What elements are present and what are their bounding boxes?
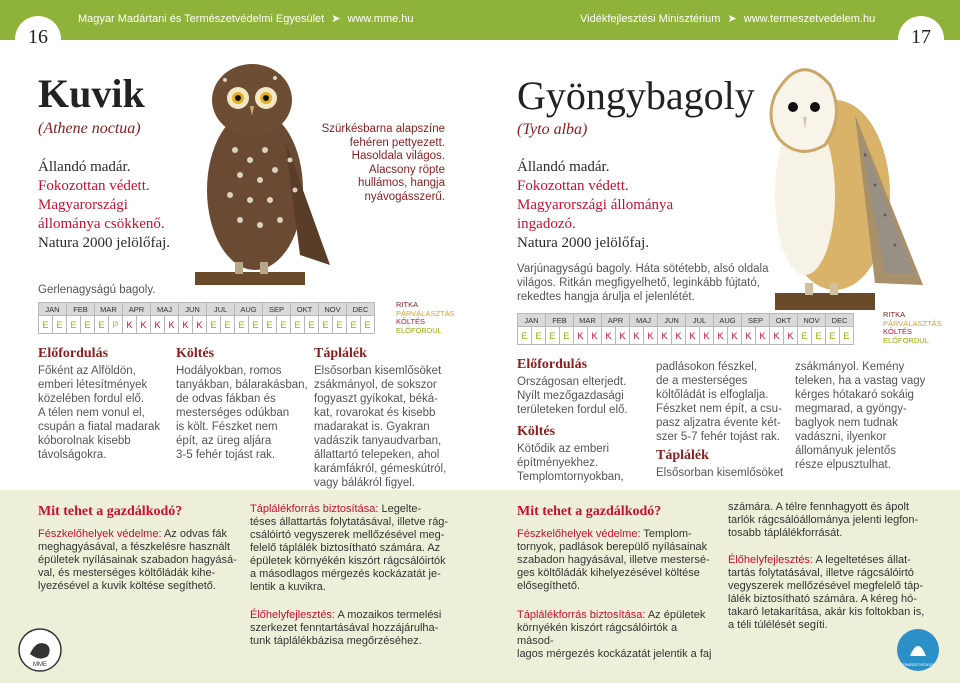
left-advice-p2: Táplálékforrás biztosítása: Legelte- téses állattartás folytatásával, illetve rág- csálóirtó vegyszerek mellőzésével meg- felelő táplálék biztosítható számára. Az épületek környékén kiszórt rágcsálóirtók a másodlagos mérgezés kockázatát je- lentik a kuvikra. bbox=[250, 503, 449, 593]
termeszetvedelem-logo bbox=[896, 628, 940, 672]
gyongybagoly-calendar-month-jul: JUL bbox=[686, 314, 714, 327]
kuvik-calendar-code-cell: E bbox=[221, 316, 235, 334]
gyongybagoly-koltes-line: építményekhez. bbox=[517, 457, 599, 469]
gyongybagoly-title: Gyöngybagoly bbox=[517, 73, 755, 118]
gyongybagoly-koltes-line: költőládát is elfoglalja. bbox=[656, 389, 769, 401]
gyongybagoly-calendar-code-cell: E bbox=[812, 327, 826, 345]
right-advice-line: lagos mérgezés kockázatát jelentik a faj bbox=[517, 648, 712, 660]
right-advice-line: tornyok, padlások berepülő nyílásainak bbox=[517, 541, 708, 553]
owl-facial-disc bbox=[771, 70, 836, 152]
left-org-header: Magyar Madártani és Természetvédelmi Egyesület ➤ www.mme.hu bbox=[78, 13, 414, 25]
gyongybagoly-calendar-month-jan: JAN bbox=[518, 314, 546, 327]
right-advice-p2: Táplálékforrás biztosítása: Az épületek környékén kiszórt rágcsálóirtók a másod- lagos mérgezés kockázatát jelentik a faj bbox=[517, 609, 712, 660]
kuvik-calendar-code-cell: E bbox=[361, 316, 375, 334]
gyongybagoly-elofordulas-line: Nyílt mezőgazdasági bbox=[517, 390, 624, 402]
kuvik-koltes-line: épít, az üreg aljára bbox=[176, 435, 272, 447]
gyongybagoly-calendar-month-mar: MAR bbox=[574, 314, 602, 327]
gyongybagoly-calendar-code-cell: K bbox=[714, 327, 728, 345]
kuvik-calendar-code-cell: E bbox=[81, 316, 95, 334]
gyongybagoly-taplalek-line: része elpusztulhat. bbox=[795, 459, 891, 471]
left-advice-line: épületek környékén kiszórt rágcsálóirtók bbox=[250, 555, 446, 567]
kuvik-calendar-code-cell: K bbox=[179, 316, 193, 334]
kuvik-elofordulas: Előfordulás Főként az Alföldön, emberi létesítmények közelében fordul elő. A télen nem vonul el, csupán a fiatal madarak kóborolnak kisebb távolságokra. bbox=[38, 346, 168, 462]
kuvik-calendar-code-cell: K bbox=[137, 316, 151, 334]
left-advice-line: szerkezet fenntartásával hozzájárulha- bbox=[250, 622, 439, 634]
gyongybagoly-calendar-code-cell: E bbox=[546, 327, 560, 345]
left-advice-line: lyezésével a kuvik költése segíthető. bbox=[38, 580, 216, 592]
right-advice-line: A legeltetéses állat- bbox=[815, 554, 911, 566]
right-advice-line: elősegíthető. bbox=[517, 580, 580, 592]
gyongybagoly-calendar bbox=[517, 313, 854, 345]
gyongybagoly-calendar-code-cell: E bbox=[840, 327, 854, 345]
left-advice-line: A mozaikos termelési bbox=[337, 609, 442, 621]
gyongybagoly-taplalek-line: állományuk jelentős bbox=[795, 445, 897, 457]
kuvik-koltes-line: de odvas fákban és bbox=[176, 393, 276, 405]
kuvik-calendar-code-cell: E bbox=[39, 316, 53, 334]
right-advice-p4: Élőhelyfejlesztés: A legeltetéses állat- tartás folytatásával, illetve rágcsálóirtó vegyszerek mellőzésével megfelelő táp- lálék biztosítható számára. A kéreg hó- takaró letakarítása, akár kis foltokban is, a téli túlélését segíti. bbox=[728, 554, 925, 631]
gyongybagoly-calendar-month-nov: NOV bbox=[798, 314, 826, 327]
gyongybagoly-calendar-code-cell: E bbox=[560, 327, 574, 345]
gyongybagoly-calendar-legend: RITKA PÁRVÁLASZTÁS KÖLTÉS ELŐFORDUL bbox=[883, 310, 942, 345]
kuvik-koltes-line: mesterséges odúkban bbox=[176, 407, 290, 419]
left-advice-line: tunk táplálékbázisa megőrzéséhez. bbox=[250, 635, 422, 647]
gyongybagoly-taplalek-line: megmarad, a gyöngy- bbox=[795, 403, 907, 415]
kuvik-size: Gerlenagyságú bagoly. bbox=[38, 284, 156, 296]
gyongybagoly-taplalek-continued bbox=[795, 360, 935, 472]
gyongybagoly-calendar-code-cell: K bbox=[770, 327, 784, 345]
left-advice-line: téses állattartás folytatásával, illetve rág- bbox=[250, 516, 449, 528]
kuvik-status: Állandó madár. Fokozottan védett. Magyarországi állománya csökkenő. Natura 2000 jelölőfaj. bbox=[38, 159, 171, 251]
left-advice-line: val, és mesterséges költőládák kihe- bbox=[38, 567, 216, 579]
right-advice-line: a téli túlélését segíti. bbox=[728, 619, 828, 631]
right-advice-line: tarlók rágcsálóállománya jelenti legfon- bbox=[728, 514, 919, 526]
gyongybagoly-taplalek-line: kérges hótakaró sokáig bbox=[795, 389, 914, 401]
gyongybagoly-calendar-code-cell: K bbox=[616, 327, 630, 345]
right-org-header: Vidékfejlesztési Minisztérium ➤ www.termeszetvedelem.hu bbox=[580, 13, 876, 25]
kuvik-taplalek-line: karámfákról, gémeskútról, bbox=[314, 463, 447, 475]
gyongybagoly-calendar-code-cell: K bbox=[700, 327, 714, 345]
kuvik-taplalek-line: vagy bálákról figyel. bbox=[314, 477, 415, 489]
gyongybagoly-taplalek-line: vadászni, ilyenkor bbox=[795, 431, 887, 443]
mme-logo bbox=[18, 628, 62, 672]
gyongybagoly-koltes-line: de a mesterséges bbox=[656, 375, 748, 387]
kuvik-calendar-month-aug: AUG bbox=[235, 303, 263, 316]
gyongybagoly-calendar-code-cell: E bbox=[532, 327, 546, 345]
gyongybagoly-koltes-continued bbox=[656, 360, 796, 444]
kuvik-calendar-month-jun: JUN bbox=[179, 303, 207, 316]
gyongybagoly-calendar-code-cell: K bbox=[728, 327, 742, 345]
left-page-number: 16 bbox=[28, 26, 48, 48]
gyongybagoly-calendar-code-cell: K bbox=[686, 327, 700, 345]
kuvik-elofordulas-line: Főként az Alföldön, bbox=[38, 365, 136, 377]
kuvik-calendar-month-apr: APR bbox=[123, 303, 151, 316]
kuvik-calendar-month-nov: NOV bbox=[319, 303, 347, 316]
right-advice-p3 bbox=[728, 501, 928, 540]
kuvik-calendar-code-cell: E bbox=[207, 316, 221, 334]
right-advice-title: Mit tehet a gazdálkodó? bbox=[517, 504, 662, 519]
kuvik-calendar-code-cell: E bbox=[347, 316, 361, 334]
left-advice-title: Mit tehet a gazdálkodó? bbox=[38, 504, 183, 519]
kuvik-calendar-code-cell: E bbox=[333, 316, 347, 334]
left-advice-line: lentik a kuvikra. bbox=[250, 581, 326, 593]
kuvik-calendar-code-cell: E bbox=[319, 316, 333, 334]
kuvik-latin-name: (Athene noctua) bbox=[38, 120, 141, 137]
kuvik-koltes-line: tanyákban, bálarakásban, bbox=[176, 379, 308, 391]
gyongybagoly-calendar-month-dec: DEC bbox=[826, 314, 854, 327]
gyongybagoly-koltes-line: Fészket nem épít, a csu- bbox=[656, 403, 782, 415]
kuvik-calendar bbox=[38, 302, 375, 334]
gyongybagoly-calendar-code-cell: K bbox=[756, 327, 770, 345]
kuvik-calendar-legend: RITKA PÁRVÁLASZTÁS KÖLTÉS ELŐFORDUL bbox=[396, 300, 455, 335]
kuvik-calendar-month-dec: DEC bbox=[347, 303, 375, 316]
kuvik-koltes-line: Hodályokban, romos bbox=[176, 365, 282, 377]
gyongybagoly-calendar-month-apr: APR bbox=[602, 314, 630, 327]
gyongybagoly-description: Varjúnagyságú bagoly. Háta sötétebb, alsó oldala világos. Ritkán megfigyelhető, leginkább fújtató, rekedtes hangja árulja el jelenlétét. bbox=[517, 263, 769, 303]
right-advice-line: ges költőládák kihelyezésével költése bbox=[517, 567, 700, 579]
kuvik-calendar-month-maj: MAJ bbox=[151, 303, 179, 316]
left-advice-p3: Élőhelyfejlesztés: A mozaikos termelési szerkezet fenntartásával hozzájárulha- tunk táplálékbázisa megőrzéséhez. bbox=[250, 609, 442, 647]
gyongybagoly-calendar-code-cell: E bbox=[798, 327, 812, 345]
gyongybagoly-koltes-line: Kötődik az emberi bbox=[517, 443, 610, 455]
right-advice-line: lálék biztosítható számára. A kéreg hó- bbox=[728, 593, 917, 605]
gyongybagoly-calendar-month-jun: JUN bbox=[658, 314, 686, 327]
kuvik-taplalek-line: állattartó telepeken, ahol bbox=[314, 449, 440, 461]
right-advice-line: számára. A télre fennhagyott és ápolt bbox=[728, 501, 910, 513]
right-advice-line: Templom- bbox=[643, 528, 692, 540]
gyongybagoly-calendar-month-sep: SEP bbox=[742, 314, 770, 327]
left-advice-line: Legelte- bbox=[381, 503, 422, 515]
kuvik-calendar-month-jan: JAN bbox=[39, 303, 67, 316]
gyongybagoly-calendar-month-feb: FEB bbox=[546, 314, 574, 327]
kuvik-title: Kuvik bbox=[38, 71, 145, 116]
kuvik-calendar-code-cell: E bbox=[263, 316, 277, 334]
kuvik-calendar-month-mar: MAR bbox=[95, 303, 123, 316]
gyongybagoly-calendar-code-cell: K bbox=[742, 327, 756, 345]
kuvik-calendar-code-cell: E bbox=[277, 316, 291, 334]
svg-text:MME: MME bbox=[33, 662, 47, 668]
kuvik-koltes-line: 3-5 fehér tojást rak. bbox=[176, 449, 276, 461]
gyongybagoly-calendar-code-cell: K bbox=[574, 327, 588, 345]
gyongybagoly-taplalek-line: zsákmányol. Kemény bbox=[795, 361, 905, 373]
right-advice-p1: Fészkelőhelyek védelme: Templom- tornyok, padlások berepülő nyílásainak szabadon hagyásával, illetve mestersé- ges költőládák kihelyezésével költése elősegíthető. bbox=[517, 528, 710, 592]
left-advice-line: csálóirtó vegyszerek mellőzésével meg- bbox=[250, 529, 445, 541]
gyongybagoly-taplalek-line: Elsősorban kisemlősöket bbox=[656, 467, 784, 479]
perch-post bbox=[775, 293, 875, 310]
left-url[interactable]: www.mme.hu bbox=[347, 13, 414, 25]
left-advice-line: meghagyásával, a fészkelésre használt bbox=[38, 541, 230, 553]
gyongybagoly-calendar-code-cell: E bbox=[518, 327, 532, 345]
right-advice-line: takaró letakarítása, akár kis foltokban is, bbox=[728, 606, 925, 618]
right-url[interactable]: www.termeszetvedelem.hu bbox=[743, 13, 876, 25]
left-advice-p1: Fészkelőhelyek védelme: Az odvas fák meghagyásával, a fészkelésre használt épületek nyílásainak szabadon hagyásá- val, és mesterséges költőládák kihe- lyezésével a kuvik költése segíthető. bbox=[38, 528, 237, 592]
kuvik-calendar-code-cell: E bbox=[249, 316, 263, 334]
kuvik-calendar-code-cell: K bbox=[123, 316, 137, 334]
owl-head bbox=[212, 64, 292, 136]
gyongybagoly-calendar-code-cell: E bbox=[826, 327, 840, 345]
gyongybagoly-status: Állandó madár. Fokozottan védett. Magyarországi állománya ingadozó. Natura 2000 jelölőfaj. bbox=[517, 159, 674, 251]
gyongybagoly-calendar-month-aug: AUG bbox=[714, 314, 742, 327]
right-advice-line: tosabb táplálékforrását. bbox=[728, 527, 843, 539]
barn-owl-illustration bbox=[745, 45, 930, 310]
left-advice-line: Az odvas fák bbox=[163, 528, 227, 540]
gyongybagoly-taplalek-line: baglyok nem tudnak bbox=[795, 417, 898, 429]
gyongybagoly-elofordulas-line: Országosan elterjedt. bbox=[517, 376, 627, 388]
gyongybagoly-koltes-line: Templomtornyokban, bbox=[517, 471, 624, 483]
kuvik-calendar-code-cell: K bbox=[151, 316, 165, 334]
gyongybagoly-taplalek-line: teleken, ha a vastag vagy bbox=[795, 375, 926, 387]
kuvik-calendar-month-feb: FEB bbox=[67, 303, 95, 316]
kuvik-calendar-code-cell: E bbox=[53, 316, 67, 334]
gyongybagoly-koltes: Költés Kötődik az emberi építményekhez. Templomtornyokban, bbox=[517, 424, 647, 484]
kuvik-taplalek-line: madarakat is. Gyakran bbox=[314, 421, 430, 433]
kuvik-calendar-code-cell: K bbox=[193, 316, 207, 334]
kuvik-elofordulas-line: távolságokra. bbox=[38, 449, 107, 461]
right-advice-line: környékén kiszórt rágcsálóirtók a másod- bbox=[517, 622, 678, 647]
gyongybagoly-koltes-line: pasz aljzatra évente két- bbox=[656, 417, 781, 429]
gyongybagoly-calendar-code-cell: K bbox=[602, 327, 616, 345]
kuvik-calendar-code-cell: E bbox=[67, 316, 81, 334]
left-advice-line: felelő táplálék biztosítható számára. Az bbox=[250, 542, 441, 554]
right-page-number: 17 bbox=[911, 26, 931, 48]
kuvik-calendar-code-cell: P bbox=[109, 316, 123, 334]
gyongybagoly-taplalek: Táplálék Elsősorban kisemlősöket bbox=[656, 448, 796, 480]
kuvik-elofordulas-line: csupán a fiatal madarak bbox=[38, 421, 161, 433]
gyongybagoly-calendar-month-okt: OKT bbox=[770, 314, 798, 327]
kuvik-koltes: Költés Hodályokban, romos tanyákban, bálarakásban, de odvas fákban és mesterséges odúkban is költ. Fészket nem épít, az üreg aljára 3-5 fehér tojást rak. bbox=[176, 346, 316, 462]
kuvik-taplalek-line: vadászik tanyaudvarban, bbox=[314, 435, 442, 447]
gyongybagoly-elofordulas-line: területeken fordul elő. bbox=[517, 404, 628, 416]
kuvik-calendar-code-cell: E bbox=[235, 316, 249, 334]
kuvik-taplalek-line: zsákmányol, de sokszor bbox=[314, 379, 437, 391]
gyongybagoly-calendar-code-cell: K bbox=[658, 327, 672, 345]
kuvik-calendar-code-cell: E bbox=[305, 316, 319, 334]
gyongybagoly-calendar-code-cell: K bbox=[644, 327, 658, 345]
gyongybagoly-calendar-code-cell: K bbox=[588, 327, 602, 345]
kuvik-taplalek-line: Elsősorban kisemlősöket bbox=[314, 365, 442, 377]
right-advice-line: Az épületek bbox=[647, 609, 706, 621]
kuvik-calendar-code-cell: E bbox=[291, 316, 305, 334]
kuvik-elofordulas-line: kóborolnak kisebb bbox=[38, 435, 131, 447]
perch-post bbox=[195, 272, 305, 285]
left-advice-line: a másodlagos mérgezés kockázatát je- bbox=[250, 568, 441, 580]
kuvik-elofordulas-line: emberi létesítmények bbox=[38, 379, 148, 391]
kuvik-calendar-code-cell: E bbox=[95, 316, 109, 334]
right-advice-line: vegyszerek mellőzésével megfelelő táp- bbox=[728, 580, 924, 592]
left-advice-line: épületek nyílásainak szabadon hagyásá- bbox=[38, 554, 237, 566]
right-advice-line: tartás folytatásával, illetve rágcsálóirtó bbox=[728, 567, 914, 579]
svg-text:TERMÉSZETVÉDELEM: TERMÉSZETVÉDELEM bbox=[900, 663, 936, 667]
kuvik-calendar-month-okt: OKT bbox=[291, 303, 319, 316]
gyongybagoly-elofordulas: Előfordulás Országosan elterjedt. Nyílt mezőgazdasági területeken fordul elő. bbox=[517, 357, 647, 417]
kuvik-description: Szürkésbarna alapszíne fehéren pettyezett. Hasoldala világos. Alacsony röpte hullámos, hangja nyávogásszerű. bbox=[321, 123, 445, 203]
gyongybagoly-koltes-line: szer 5-7 fehér tojást rak. bbox=[656, 431, 780, 443]
gyongybagoly-calendar-code-cell: K bbox=[672, 327, 686, 345]
kuvik-elofordulas-line: A télen nem vonul el, bbox=[38, 407, 145, 419]
top-bar bbox=[0, 0, 960, 40]
gyongybagoly-calendar-code-cell: K bbox=[784, 327, 798, 345]
kuvik-calendar-month-jul: JUL bbox=[207, 303, 235, 316]
kuvik-calendar-code-cell: K bbox=[165, 316, 179, 334]
kuvik-calendar-month-sep: SEP bbox=[263, 303, 291, 316]
kuvik-koltes-line: is költ. Fészket nem bbox=[176, 421, 278, 433]
gyongybagoly-latin-name: (Tyto alba) bbox=[517, 121, 588, 138]
kuvik-taplalek-line: fogyaszt gyíkokat, béká- bbox=[314, 393, 439, 405]
kuvik-elofordulas-line: közelében fordul elő. bbox=[38, 393, 145, 405]
right-advice-line: szabadon hagyásával, illetve mestersé- bbox=[517, 554, 710, 566]
gyongybagoly-koltes-line: padlásokon fészkel, bbox=[656, 361, 758, 373]
kuvik-taplalek: Táplálék Elsősorban kisemlősöket zsákmányol, de sokszor fogyaszt gyíkokat, béká- kat, rovarokat és kisebb madarakat is. Gyakran vadászik tanyaudvarban, állattartó telepeken, ahol karámfákról, gémeskútról, vagy bálákról figyel. bbox=[314, 346, 464, 490]
gyongybagoly-calendar-code-cell: K bbox=[630, 327, 644, 345]
gyongybagoly-calendar-month-maj: MAJ bbox=[630, 314, 658, 327]
kuvik-taplalek-line: kat, rovarokat és kisebb bbox=[314, 407, 436, 419]
